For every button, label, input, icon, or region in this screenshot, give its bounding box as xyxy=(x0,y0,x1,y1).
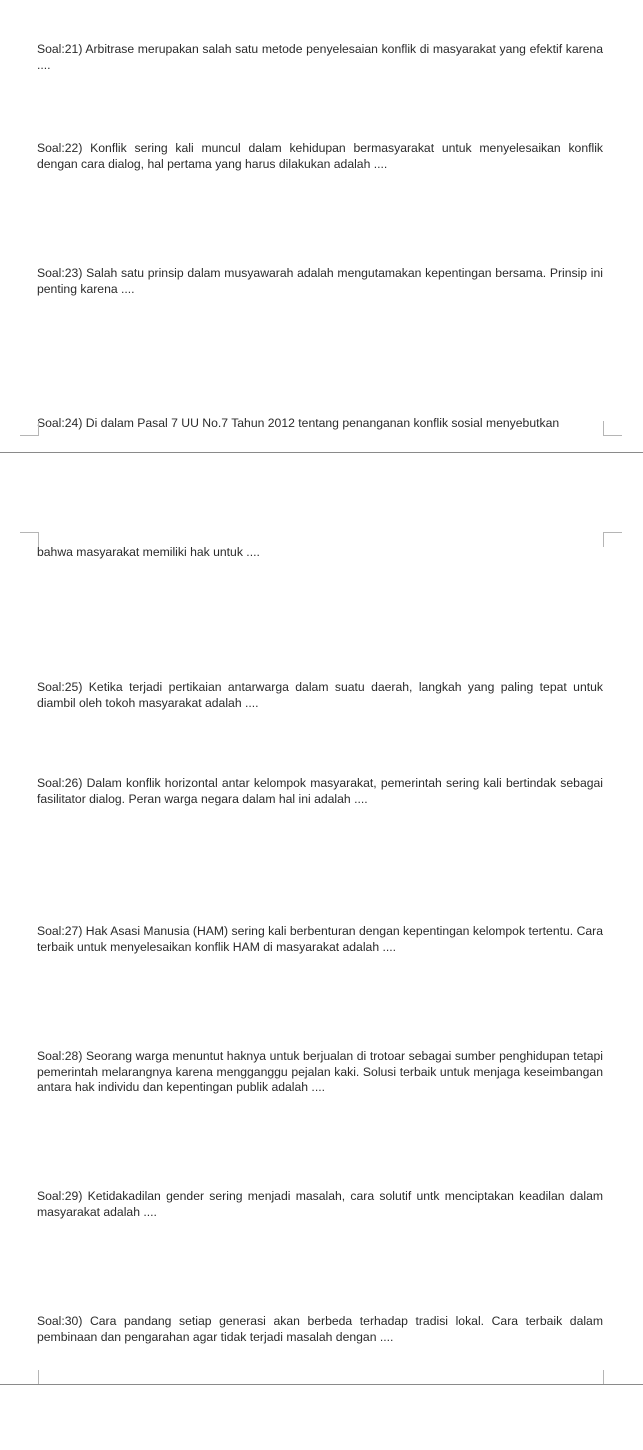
page-corner-marker xyxy=(603,532,622,547)
question-30: Soal:30) Cara pandang setiap generasi akan berbeda terhadap tradisi lokal. Cara terbaik dalam pembinaan dan pengarahan agar tidak terjadi masalah dengan .... xyxy=(37,1314,603,1344)
page-break-line xyxy=(0,1384,643,1385)
question-24-continuation: bahwa masyarakat memiliki hak untuk .... xyxy=(37,545,260,559)
question-22: Soal:22) Konflik sering kali muncul dalam kehidupan bermasyarakat untuk menyelesaikan konflik dengan cara dialog, hal pertama yang harus dilakukan adalah .... xyxy=(37,141,603,171)
question-24: Soal:24) Di dalam Pasal 7 UU No.7 Tahun 2012 tentang penanganan konflik sosial menyebutkan xyxy=(37,416,560,430)
page-break-line xyxy=(0,452,643,453)
question-27: Soal:27) Hak Asasi Manusia (HAM) sering kali berbenturan dengan kepentingan kelompok tertentu. Cara terbaik untuk menyelesaikan konflik HAM di masyarakat adalah .... xyxy=(37,924,603,954)
page-corner-marker xyxy=(603,421,622,436)
question-25: Soal:25) Ketika terjadi pertikaian antarwarga dalam suatu daerah, langkah yang paling tepat untuk diambil oleh tokoh masyarakat adalah .... xyxy=(37,680,603,710)
question-23: Soal:23) Salah satu prinsip dalam musyawarah adalah mengutamakan kepentingan bersama. Prinsip ini penting karena .... xyxy=(37,266,603,296)
question-26: Soal:26) Dalam konflik horizontal antar kelompok masyarakat, pemerintah sering kali bertindak sebagai fasilitator dialog. Peran warga negara dalam hal ini adalah .... xyxy=(37,776,603,806)
page-corner-marker xyxy=(20,1370,39,1385)
question-28: Soal:28) Seorang warga menuntut haknya untuk berjualan di trotoar sebagai sumber penghidupan tetapi pemerintah melarangnya karena mengganggu pejalan kaki. Solusi terbaik untuk menjaga keseimbangan antara hak individu dan kepentingan publik adalah .... xyxy=(37,1049,603,1094)
page-corner-marker xyxy=(603,1370,622,1385)
page-corner-marker xyxy=(20,421,39,436)
question-29: Soal:29) Ketidakadilan gender sering menjadi masalah, cara solutif untk menciptakan keadilan dalam masyarakat adalah .... xyxy=(37,1189,603,1219)
question-21: Soal:21) Arbitrase merupakan salah satu metode penyelesaian konflik di masyarakat yang efektif karena .... xyxy=(37,42,603,72)
